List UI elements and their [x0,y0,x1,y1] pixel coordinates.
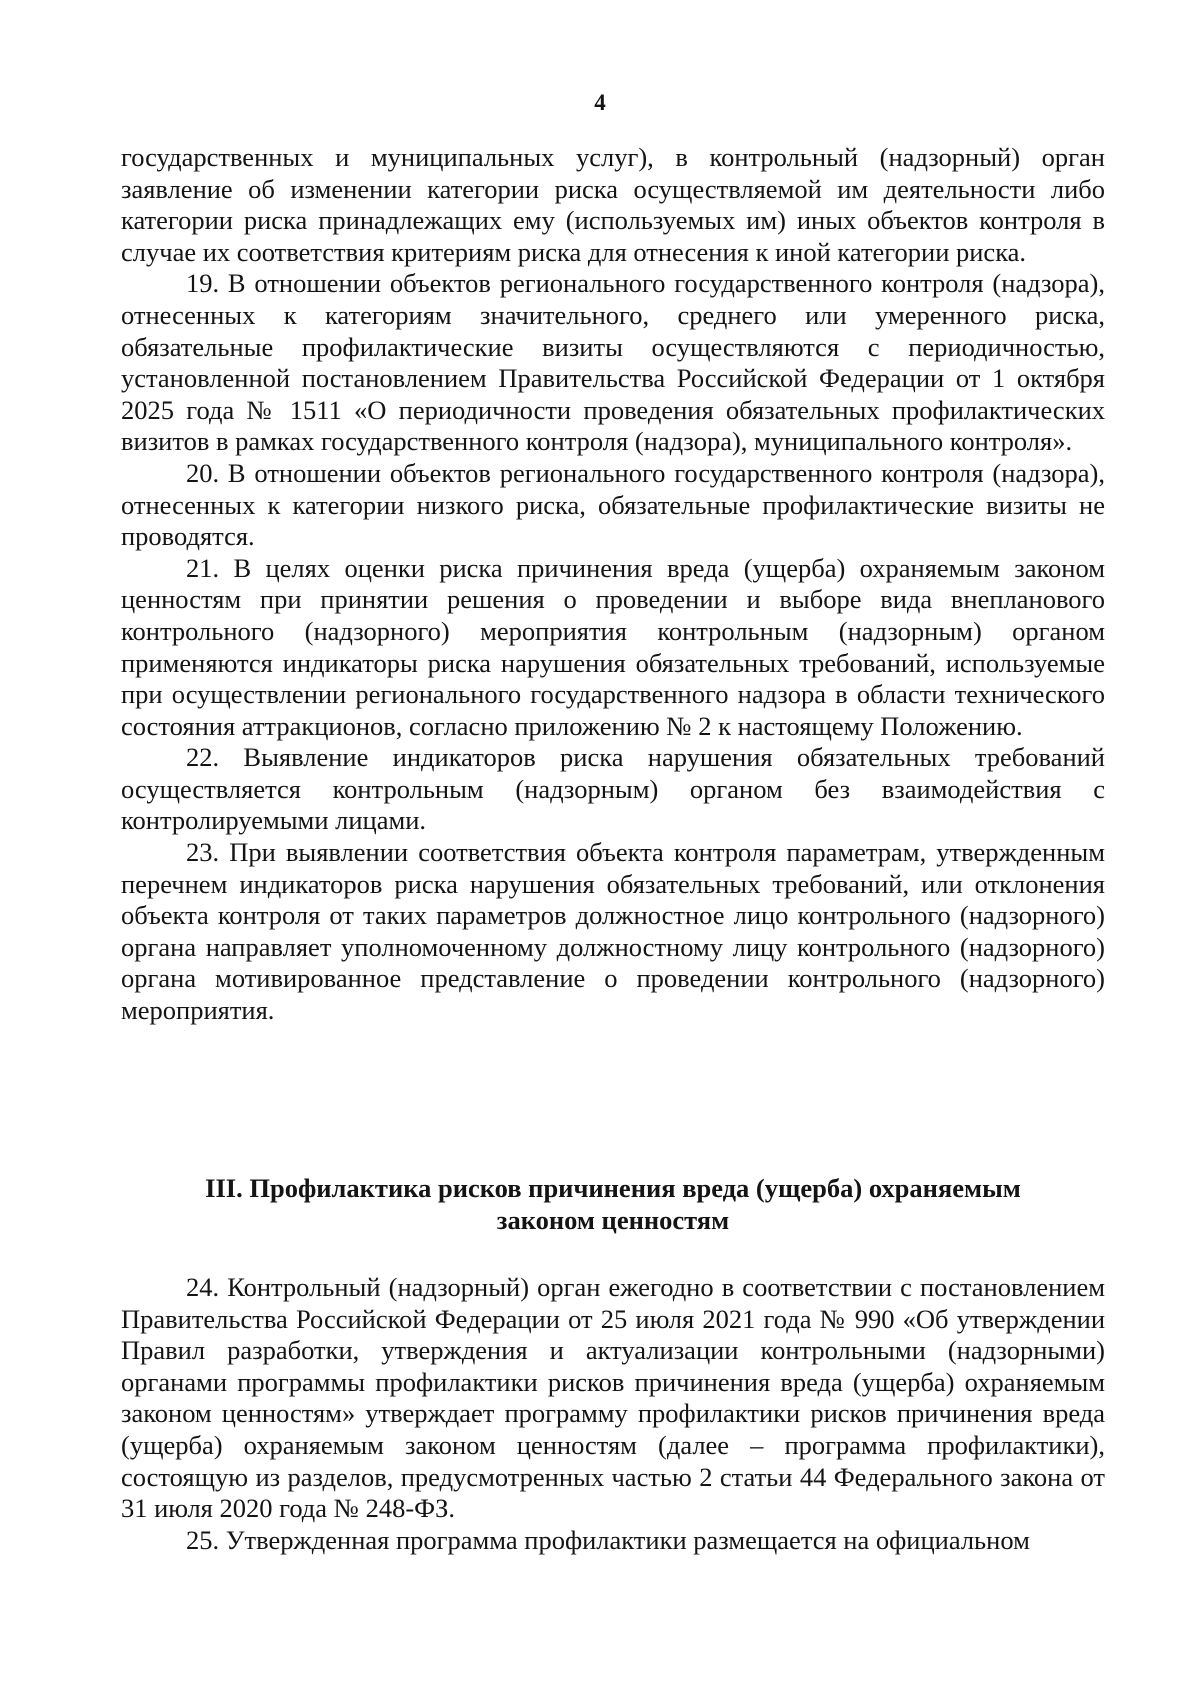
paragraph-22: 22. Выявление индикаторов риска нарушения обязательных требований осуществляется контрольным (надзорным) органом без взаимодействия с контролируемыми лицами. [121,742,1105,836]
page-number: 4 [594,90,606,115]
paragraph-19: 19. В отношении объектов регионального государственного контроля (надзора), отнесенных к категориям значительного, среднего или умеренного риска, обязательные профилактические визиты осуществляются с периодичностью, установленной постановлением Правительства Российской Федерации от 1 октября 2025 года № 1511 «О периодичности проведения обязательных профилактических визитов в рамках государственного контроля (надзора), муниципального контроля». [121,268,1105,457]
paragraph-25: 25. Утвержденная программа профилактики размещается на официальном [186,1524,1030,1555]
paragraph-18-continuation: государственных и муниципальных услуг), в контрольный (надзорный) орган заявление об изменении категории риска осуществляемой им деятельности либо категории риска принадлежащих ему (используемых им) иных объектов контроля в случае их соответствия критериям риска для отнесения к иной категории риска. [121,142,1105,267]
body-text-top [121,142,1105,1027]
paragraph-21: 21. В целях оценки риска причинения вреда (ущерба) охраняемым законом ценностям при принятии решения о проведении и выборе вида внепланового контрольного (надзорного) мероприятия контрольным (надзорным) органом применяются индикаторы риска нарушения обязательных требований, используемые при осуществлении регионального государственного надзора в области технического состояния аттракционов, согласно приложению № 2 к настоящему Положению. [121,552,1105,741]
section-heading [121,1172,1105,1236]
paragraph-24: 24. Контрольный (надзорный) орган ежегодно в соответствии с постановлением Правительства Российской Федерации от 25 июля 2021 года № 990 «Об утверждении Правил разработки, утверждения и актуализации контрольными (надзорными) органами программы профилактики рисков причинения вреда (ущерба) охраняемым законом ценностям» утверждает программу профилактики рисков причинения вреда (ущерба) охраняемым законом ценностям (далее – программа профилактики), состоящую из разделов, предусмотренных частью 2 статьи 44 Федерального закона от 31 июля 2020 года № 248-ФЗ. [121,1272,1105,1524]
section-heading-line-2: законом ценностям [496,1205,730,1235]
section-heading-line-1: III. Профилактика рисков причинения вреда (ущерба) охраняемым [205,1173,1021,1203]
body-text-bottom [121,1272,1105,1556]
paragraph-23: 23. При выявлении соответствия объекта контроля параметрам, утвержденным перечнем индикаторов риска нарушения обязательных требований, или отклонения объекта контроля от таких параметров должностное лицо контрольного (надзорного) органа направляет уполномоченному должностному лицу контрольного (надзорного) органа мотивированное представление о проведении контрольного (надзорного) мероприятия. [121,837,1105,1026]
paragraph-20: 20. В отношении объектов регионального государственного контроля (надзора), отнесенных к категории низкого риска, обязательные профилактические визиты не проводятся. [121,457,1105,552]
